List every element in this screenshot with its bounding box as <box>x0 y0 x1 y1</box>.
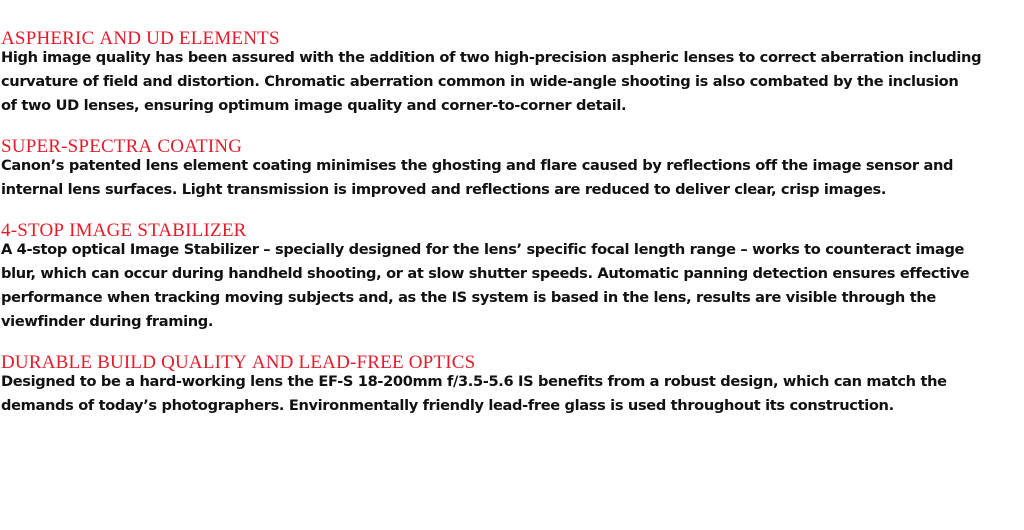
body-line: of two UD lenses, ensuring optimum image quality and corner-to-corner detail. <box>1 97 627 114</box>
section-heading: durable build quality and lead-free optics <box>1 344 476 374</box>
body-line: A 4-stop optical Image Stabilizer – specially designed for the lens’ specific focal length range – works to counteract image <box>1 241 965 258</box>
section-durable-build-quality <box>1 344 1023 418</box>
body-line: internal lens surfaces. Light transmission is improved and reflections are reduced to deliver clear, crisp images. <box>1 181 887 198</box>
body-line: High image quality has been assured with the addition of two high-precision aspheric lenses to correct aberration including <box>1 49 982 66</box>
body-line: demands of today’s photographers. Environmentally friendly lead-free glass is used throughout its construction. <box>1 397 894 414</box>
body-line: curvature of field and distortion. Chromatic aberration common in wide-angle shooting is also combated by the inclusion <box>1 73 959 90</box>
section-heading: super-spectra coating <box>1 128 243 158</box>
section-body <box>1 46 1023 118</box>
section-heading: aspheric and ud elements <box>1 20 280 50</box>
section-body <box>1 154 1023 202</box>
section-aspheric-ud-elements <box>1 20 1023 118</box>
section-heading: 4-stop image stabilizer <box>1 212 247 242</box>
body-line: Designed to be a hard-working lens the EF-S 18-200mm f/3.5-5.6 IS benefits from a robust design, which can match the <box>1 373 947 390</box>
body-line: blur, which can occur during handheld shooting, or at slow shutter speeds. Automatic panning detection ensures effective <box>1 265 970 282</box>
feature-document <box>1 20 1023 432</box>
section-body <box>1 238 1023 334</box>
section-body <box>1 370 1023 418</box>
section-image-stabilizer <box>1 212 1023 334</box>
section-super-spectra-coating <box>1 128 1023 202</box>
body-line: Canon’s patented lens element coating minimises the ghosting and flare caused by reflections off the image sensor and <box>1 157 954 174</box>
body-line: viewfinder during framing. <box>1 313 214 330</box>
body-line: performance when tracking moving subjects and, as the IS system is based in the lens, results are visible through the <box>1 289 936 306</box>
